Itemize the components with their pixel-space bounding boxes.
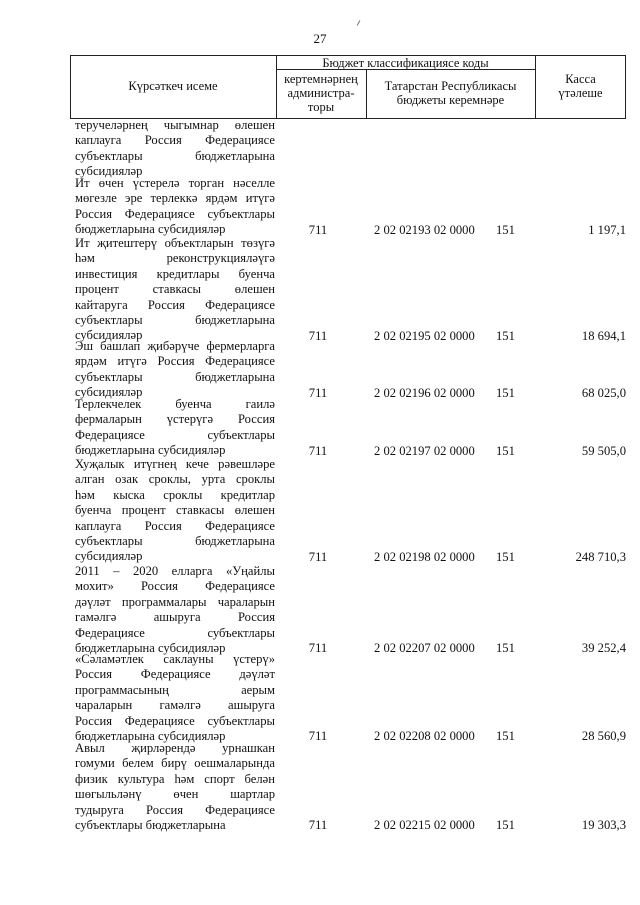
indicator-line: алган озак сроклы, урта сроклы (75, 472, 275, 487)
indicator-line: Ит өчен үстерелә торган нәселле (75, 176, 275, 190)
admin-code: 711 (308, 385, 328, 400)
indicator-line: процент ставкасы өлешен (75, 282, 275, 297)
sub-code: 151 (496, 818, 515, 833)
indicator-line: фермаларын үстерүгә Россия (75, 412, 275, 427)
indicator-line: Ит җитештерү объектларын төзүгә (75, 236, 275, 250)
sub-code: 151 (496, 385, 515, 400)
page-number: 27 (313, 31, 327, 46)
row-indicator-name (75, 457, 275, 565)
indicator-line: теручеләрнең чыгымнар өлешен (75, 118, 275, 132)
indicator-line: гамәлгә ашыруга Россия (75, 610, 275, 625)
indicator-line: субъектлары бюджетларына (75, 369, 275, 384)
row-indicator-name (75, 397, 275, 459)
indicator-line: Федерациясе субъектлары (75, 625, 275, 640)
table-row (70, 176, 626, 238)
revenue-code: 2 02 02208 02 0000 (374, 729, 475, 744)
header-cash: Касса үтәлеше (558, 72, 603, 100)
indicator-line: Федерациясе субъектлары (75, 427, 275, 442)
indicator-line: Авыл җирләрендә урнашкан (75, 741, 275, 755)
admin-code: 711 (308, 549, 328, 564)
sub-code: 151 (496, 729, 515, 744)
indicator-line: субъектлары бюджетларына (75, 818, 226, 833)
cash-amount: 19 303,3 (581, 818, 626, 833)
admin-code: 711 (308, 328, 328, 343)
revenue-code: 2 02 02197 02 0000 (374, 443, 475, 458)
indicator-line: Терлекчелек буенча гаилә (75, 397, 275, 411)
cash-amount: 248 710,3 (575, 549, 626, 564)
header-admin: кертемнәрнең администра- торы (284, 72, 358, 114)
table-row (70, 564, 626, 656)
indicator-line: һәм реконструкцияләүгә (75, 251, 275, 266)
indicator-line: каплауга Россия Федерациясе (75, 133, 275, 148)
indicator-line: субсидияләр (75, 549, 143, 564)
table-row (70, 236, 626, 344)
revenue-code: 2 02 02196 02 0000 (374, 385, 475, 400)
table-row (70, 457, 626, 565)
sub-code: 151 (496, 641, 515, 656)
indicator-line: субсидияләр (75, 164, 143, 179)
indicator-line: һәм кыска сроклы кредитлар (75, 487, 275, 502)
cash-amount: 59 505,0 (581, 443, 626, 458)
indicator-line: субсидияләр (75, 328, 143, 343)
table-row (70, 397, 626, 459)
indicator-line: бюджетларына субсидияләр (75, 443, 226, 458)
indicator-line: Эш башлап җибәрүче фермерларга (75, 339, 275, 353)
indicator-line: субъектлары бюджетларына (75, 534, 275, 549)
table-header (70, 55, 626, 119)
indicator-line: физик культура һәм спорт белән (75, 771, 275, 786)
indicator-line: буенча процент ставкасы өлешен (75, 503, 275, 518)
table-row (70, 339, 626, 401)
row-indicator-name (75, 176, 275, 238)
cash-amount: 1 197,1 (588, 222, 626, 237)
header-indicator-name: Күрсәткеч исеме (128, 79, 218, 93)
indicator-line: шөгыльләнү өчен шартлар (75, 787, 275, 802)
indicator-line: инвестиция кредитлары буенча (75, 266, 275, 281)
indicator-line: субсидияләр (75, 385, 143, 400)
row-indicator-name (75, 118, 275, 180)
indicator-line: тудыруга Россия Федерациясе (75, 802, 275, 817)
cash-amount: 28 560,9 (581, 729, 626, 744)
indicator-line: бюджетларына субсидияләр (75, 222, 226, 237)
indicator-line: Хуҗалык итүгнең кече рәвешләре (75, 457, 275, 471)
indicator-line: мөгезле эре терлеккә ярдәм итүгә (75, 191, 275, 206)
admin-code: 711 (308, 443, 328, 458)
sub-code: 151 (496, 328, 515, 343)
table-row (70, 118, 626, 180)
indicator-line: субъектлары бюджетларына (75, 313, 275, 328)
admin-code: 711 (308, 818, 328, 833)
row-indicator-name (75, 652, 275, 744)
admin-code: 711 (308, 641, 328, 656)
revenue-code: 2 02 02198 02 0000 (374, 549, 475, 564)
sub-code: 151 (496, 222, 515, 237)
indicator-line: дәүләт программалары чараларын (75, 594, 275, 609)
indicator-line: субъектлары бюджетларына (75, 148, 275, 163)
table-row (70, 652, 626, 744)
indicator-line: Россия Федерациясе дәүләт (75, 667, 275, 682)
header-bk-codes: Бюджет классификациясе коды (322, 56, 489, 70)
row-indicator-name (75, 564, 275, 656)
admin-code: 711 (308, 222, 328, 237)
sub-code: 151 (496, 549, 515, 564)
row-indicator-name (75, 339, 275, 401)
indicator-line: ярдәм итүгә Россия Федерациясе (75, 354, 275, 369)
indicator-line: «Сәламәтлек саклауны үстерү» (75, 652, 275, 666)
cash-amount: 39 252,4 (581, 641, 626, 656)
indicator-line: Россия Федерациясе субъектлары (75, 206, 275, 221)
row-indicator-name (75, 741, 275, 833)
revenue-code: 2 02 02215 02 0000 (374, 818, 475, 833)
row-indicator-name (75, 236, 275, 344)
revenue-code: 2 02 02195 02 0000 (374, 328, 475, 343)
header-revenue: Татарстан Республикасы бюджеты керемнәре (384, 79, 517, 107)
sub-code: 151 (496, 443, 515, 458)
revenue-code: 2 02 02193 02 0000 (374, 222, 475, 237)
cash-amount: 18 694,1 (581, 328, 626, 343)
indicator-line: программасының аерым (75, 682, 275, 697)
indicator-line: кайтаруга Россия Федерациясе (75, 297, 275, 312)
admin-code: 711 (308, 729, 328, 744)
indicator-line: 2011 – 2020 елларга «Уңайлы (75, 564, 275, 578)
table-row (70, 741, 626, 833)
indicator-line: бюджетларына субсидияләр (75, 729, 226, 744)
indicator-line: чараларын гамәлгә ашыруга (75, 698, 275, 713)
indicator-line: гомуми белем бирү оешмаларында (75, 756, 275, 771)
indicator-line: мохит» Россия Федерациясе (75, 579, 275, 594)
indicator-line: Россия Федерациясе субъектлары (75, 713, 275, 728)
cash-amount: 68 025,0 (581, 385, 626, 400)
indicator-line: бюджетларына субсидияләр (75, 641, 226, 656)
pen-mark (357, 20, 361, 26)
revenue-code: 2 02 02207 02 0000 (374, 641, 475, 656)
indicator-line: каплауга Россия Федерациясе (75, 518, 275, 533)
